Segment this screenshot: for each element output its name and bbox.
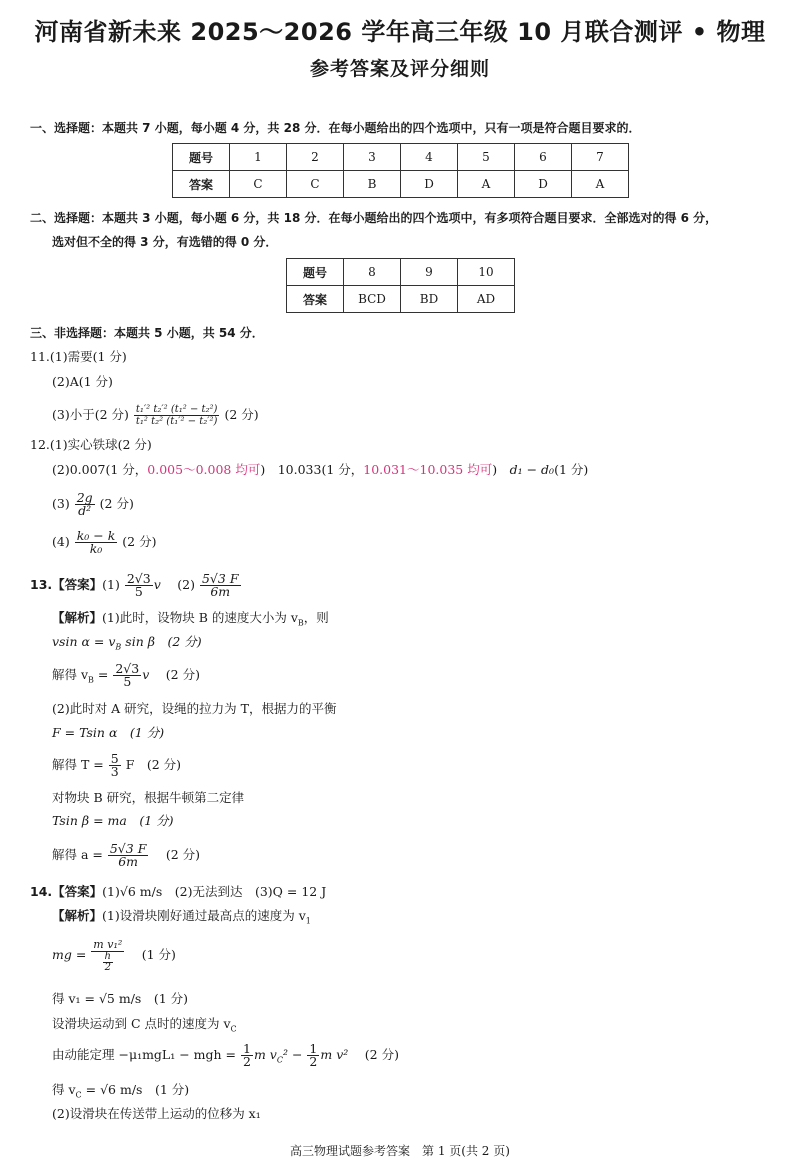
answer-cell: BD: [401, 286, 458, 313]
q13-analysis-line8: Tsin β = ma (1 分): [52, 813, 174, 828]
page-footer: 高三物理试题参考答案 第 1 页(共 2 页): [290, 1144, 510, 1158]
q13-l2-tail: sin β (2 分): [121, 634, 202, 649]
q13-l1: (1)此时，设物块 B 的速度大小为 v: [102, 610, 298, 625]
q13-l3-tail: (2 分): [165, 667, 200, 682]
q13-ans2-label: (2): [177, 577, 195, 592]
q12-score: (1 分): [554, 462, 589, 477]
question-number: 8: [344, 259, 401, 286]
q14-l4: 设滑块运动到 C 点时的速度为 v: [52, 1016, 231, 1031]
q12-formula-2g: $\frac{2g}{\text{d²}}$: [76, 490, 93, 518]
section1-heading: 一、选择题：本题共 7 小题，每小题 4 分，共 28 分．在每小题给出的四个选项中，只有一项是符合题目要求的．: [30, 121, 641, 135]
q12-sep: ): [492, 462, 510, 477]
q12-range1: 0.005～0.008 均可: [147, 462, 261, 477]
question-number: 5: [458, 144, 515, 171]
table-row-label: 题号: [173, 144, 230, 171]
q14-analysis-line6: 得 $v_C = √6$ m/s (1 分): [52, 1082, 190, 1100]
section2-heading-line2: 选对但不全的得 3 分，有选错的得 0 分．: [52, 235, 278, 249]
q14-analysis-line7: (2)设滑块在传送带上运动的位移为 x₁: [52, 1106, 261, 1121]
table-row-label: 题号: [287, 259, 344, 286]
q14-half-1: $\frac{1}{2}$: [243, 1041, 251, 1069]
q14-answer: [30, 884, 326, 900]
table-row: [287, 259, 515, 286]
question-number: 9: [401, 259, 458, 286]
answer-cell: C: [230, 171, 287, 198]
q13-t-formula: $\frac{5}{3}$: [110, 751, 119, 779]
section1-answer-table: [172, 143, 629, 198]
q13-l6: 解得 T =: [52, 757, 104, 772]
table-row: [173, 144, 629, 171]
q14-l5-prefix: 由动能定理 −μ₁mgL₁ − mgh =: [52, 1047, 237, 1062]
answer-cell: C: [287, 171, 344, 198]
answer-cell: A: [458, 171, 515, 198]
answer-cell: B: [344, 171, 401, 198]
q13-analysis-line2: vsin $\alpha = v_B$ sin β (2 分): [52, 634, 202, 652]
q13-analysis-line5: F = Tsin α (1 分): [52, 725, 165, 740]
q11-line3: [52, 404, 259, 427]
q14-l1: (1)设滑块刚好通过最高点的速度为 v: [102, 908, 306, 923]
q13-a-formula: $\frac{5√3 F}{6m}$: [109, 841, 147, 869]
q14-analysis-line1: 【解析】(1)设滑块刚好通过最高点的速度为 $v_1$: [52, 908, 311, 926]
q13-analysis-line1: 【解析】(1)此时，设物块 B 的速度大小为 $v_B$，则: [52, 610, 329, 628]
q13-ans1-formula: $\frac{2√3}{5}$: [126, 571, 151, 599]
q13-analysis-line6: [52, 750, 181, 780]
q13-answer: 13.【答案】(1) $\frac{2√3}{5}$ v (2) $\frac{5√3 F}{6m}$: [30, 571, 239, 599]
q12-range2: 10.031～10.035 均可: [363, 462, 493, 477]
table-row-label: 答案: [173, 171, 230, 198]
q12-line3: [52, 490, 134, 518]
q13-l9-tail: (2 分): [165, 847, 201, 862]
q13-l1-tail: ，则: [303, 610, 329, 625]
question-number: 10: [458, 259, 515, 286]
q12-value1: (2)0.007(1 分，: [52, 462, 148, 477]
q12-l4-prefix: (4): [52, 534, 70, 549]
section3-heading: 三、非选择题：本题共 5 小题，共 54 分．: [30, 326, 264, 340]
page-subtitle: 参考答案及评分细则: [309, 58, 490, 80]
q13-answer-label: 13.【答案】: [30, 577, 103, 592]
q11-line3-suffix: (2 分): [224, 407, 259, 422]
q12-formula-k: $\frac{\text{k₀ − k}}{\text{k₀}}$: [76, 528, 116, 556]
q12-l3-prefix: (3): [52, 496, 70, 511]
q14-analysis-line4: 设滑块运动到 C 点时的速度为 $v_C$: [52, 1016, 237, 1034]
question-number: 2: [287, 144, 344, 171]
q14-analysis-line5: 由动能定理 −μ₁mgL₁ − mgh = $\frac{1}{2}$ m $v_C^2$ − $\frac{1}{2}$ m v² (2 分): [52, 1041, 399, 1069]
question-number: 4: [401, 144, 458, 171]
q12-l3-suffix: (2 分): [99, 496, 134, 511]
table-row: [173, 171, 629, 198]
q14-l6: 得 v: [52, 1082, 76, 1097]
q13-analysis-line4: (2)此时对 A 研究，设绳的拉力为 T，根据力的平衡: [52, 701, 337, 716]
q12-value2: ) 10.033(1 分，: [260, 462, 364, 477]
q13-analysis-line9: [52, 840, 200, 870]
q13-l2: vsin α = v: [52, 634, 116, 649]
q12-line1: 12.(1)实心铁球(2 分): [30, 437, 152, 452]
q14-analysis-line3: 得 v₁ = √5 m/s (1 分): [52, 991, 189, 1006]
table-row-label: 答案: [287, 286, 344, 313]
question-number: 6: [515, 144, 572, 171]
question-number: 7: [572, 144, 629, 171]
q14-half-2: $\frac{1}{2}$: [309, 1041, 318, 1069]
q11-line1: 11.(1)需要(1 分): [30, 349, 127, 364]
q11-line3-prefix: (3)小于(2 分): [52, 407, 129, 422]
q13-analysis-line7: 对物块 B 研究，根据牛顿第二定律: [52, 790, 245, 805]
answer-cell: D: [515, 171, 572, 198]
q12-line2: [52, 462, 588, 478]
q13-vb-formula: $\frac{2√3}{5}$: [115, 661, 140, 689]
q14-analysis-line2: [52, 932, 176, 978]
table-row: [287, 286, 515, 313]
answer-cell: BCD: [344, 286, 401, 313]
q11-line2: (2)A(1 分): [52, 374, 113, 389]
q12-expr: d₁ − d₀: [509, 462, 555, 477]
q14-l2-suffix: (1 分): [141, 947, 176, 962]
answer-cell: A: [572, 171, 629, 198]
question-number: 1: [230, 144, 287, 171]
q14-answer-label: 14.【答案】: [30, 884, 103, 899]
answer-cell: D: [401, 171, 458, 198]
page-title: 河南省新未来 2025～2026 学年高三年级 10 月联合测评 • 物理: [34, 18, 766, 46]
q14-l2-prefix: mg =: [52, 947, 87, 962]
section2-heading-line1: 二、选择题：本题共 3 小题，每小题 6 分，共 18 分．在每小题给出的四个选项中，有多项符合题目要求．全部选对的得 6 分，: [30, 211, 718, 225]
q14-answer-text: (1)√6 m/s (2)无法到达 (3)Q = 12 J: [102, 884, 327, 899]
q13-l9: 解得 a =: [52, 847, 103, 862]
q13-ans2-formula: $\frac{5√3 F}{6m}$: [201, 571, 239, 599]
q13-analysis-line3: 解得 $v_B$ = $\frac{2√3}{5}$ v (2 分): [52, 661, 200, 689]
q11-formula: $\frac{\text{t₁′² t₂′² (t₁² − t₂²)}}{\text{t₁² t₂² (t₁′² − t₂′²)}}$: [135, 404, 218, 427]
q14-mg-formula: $\frac{\text{m v₁²}}{\frac{h}{2}}$: [93, 937, 123, 973]
q13-l3: 解得 v: [52, 667, 89, 682]
question-number: 3: [344, 144, 401, 171]
q14-l6-tail: = √6 m/s (1 分): [81, 1082, 190, 1097]
q14-analysis-label: 【解析】: [52, 908, 103, 923]
answer-cell: AD: [458, 286, 515, 313]
q12-line4: [52, 528, 156, 556]
section2-answer-table: [286, 258, 515, 313]
q12-l4-suffix: (2 分): [122, 534, 157, 549]
q13-analysis-label: 【解析】: [52, 610, 103, 625]
q13-l6-tail: F (2 分): [125, 757, 182, 772]
q14-l5-suffix: (2 分): [364, 1047, 399, 1062]
q13-ans1-label: (1): [102, 577, 120, 592]
